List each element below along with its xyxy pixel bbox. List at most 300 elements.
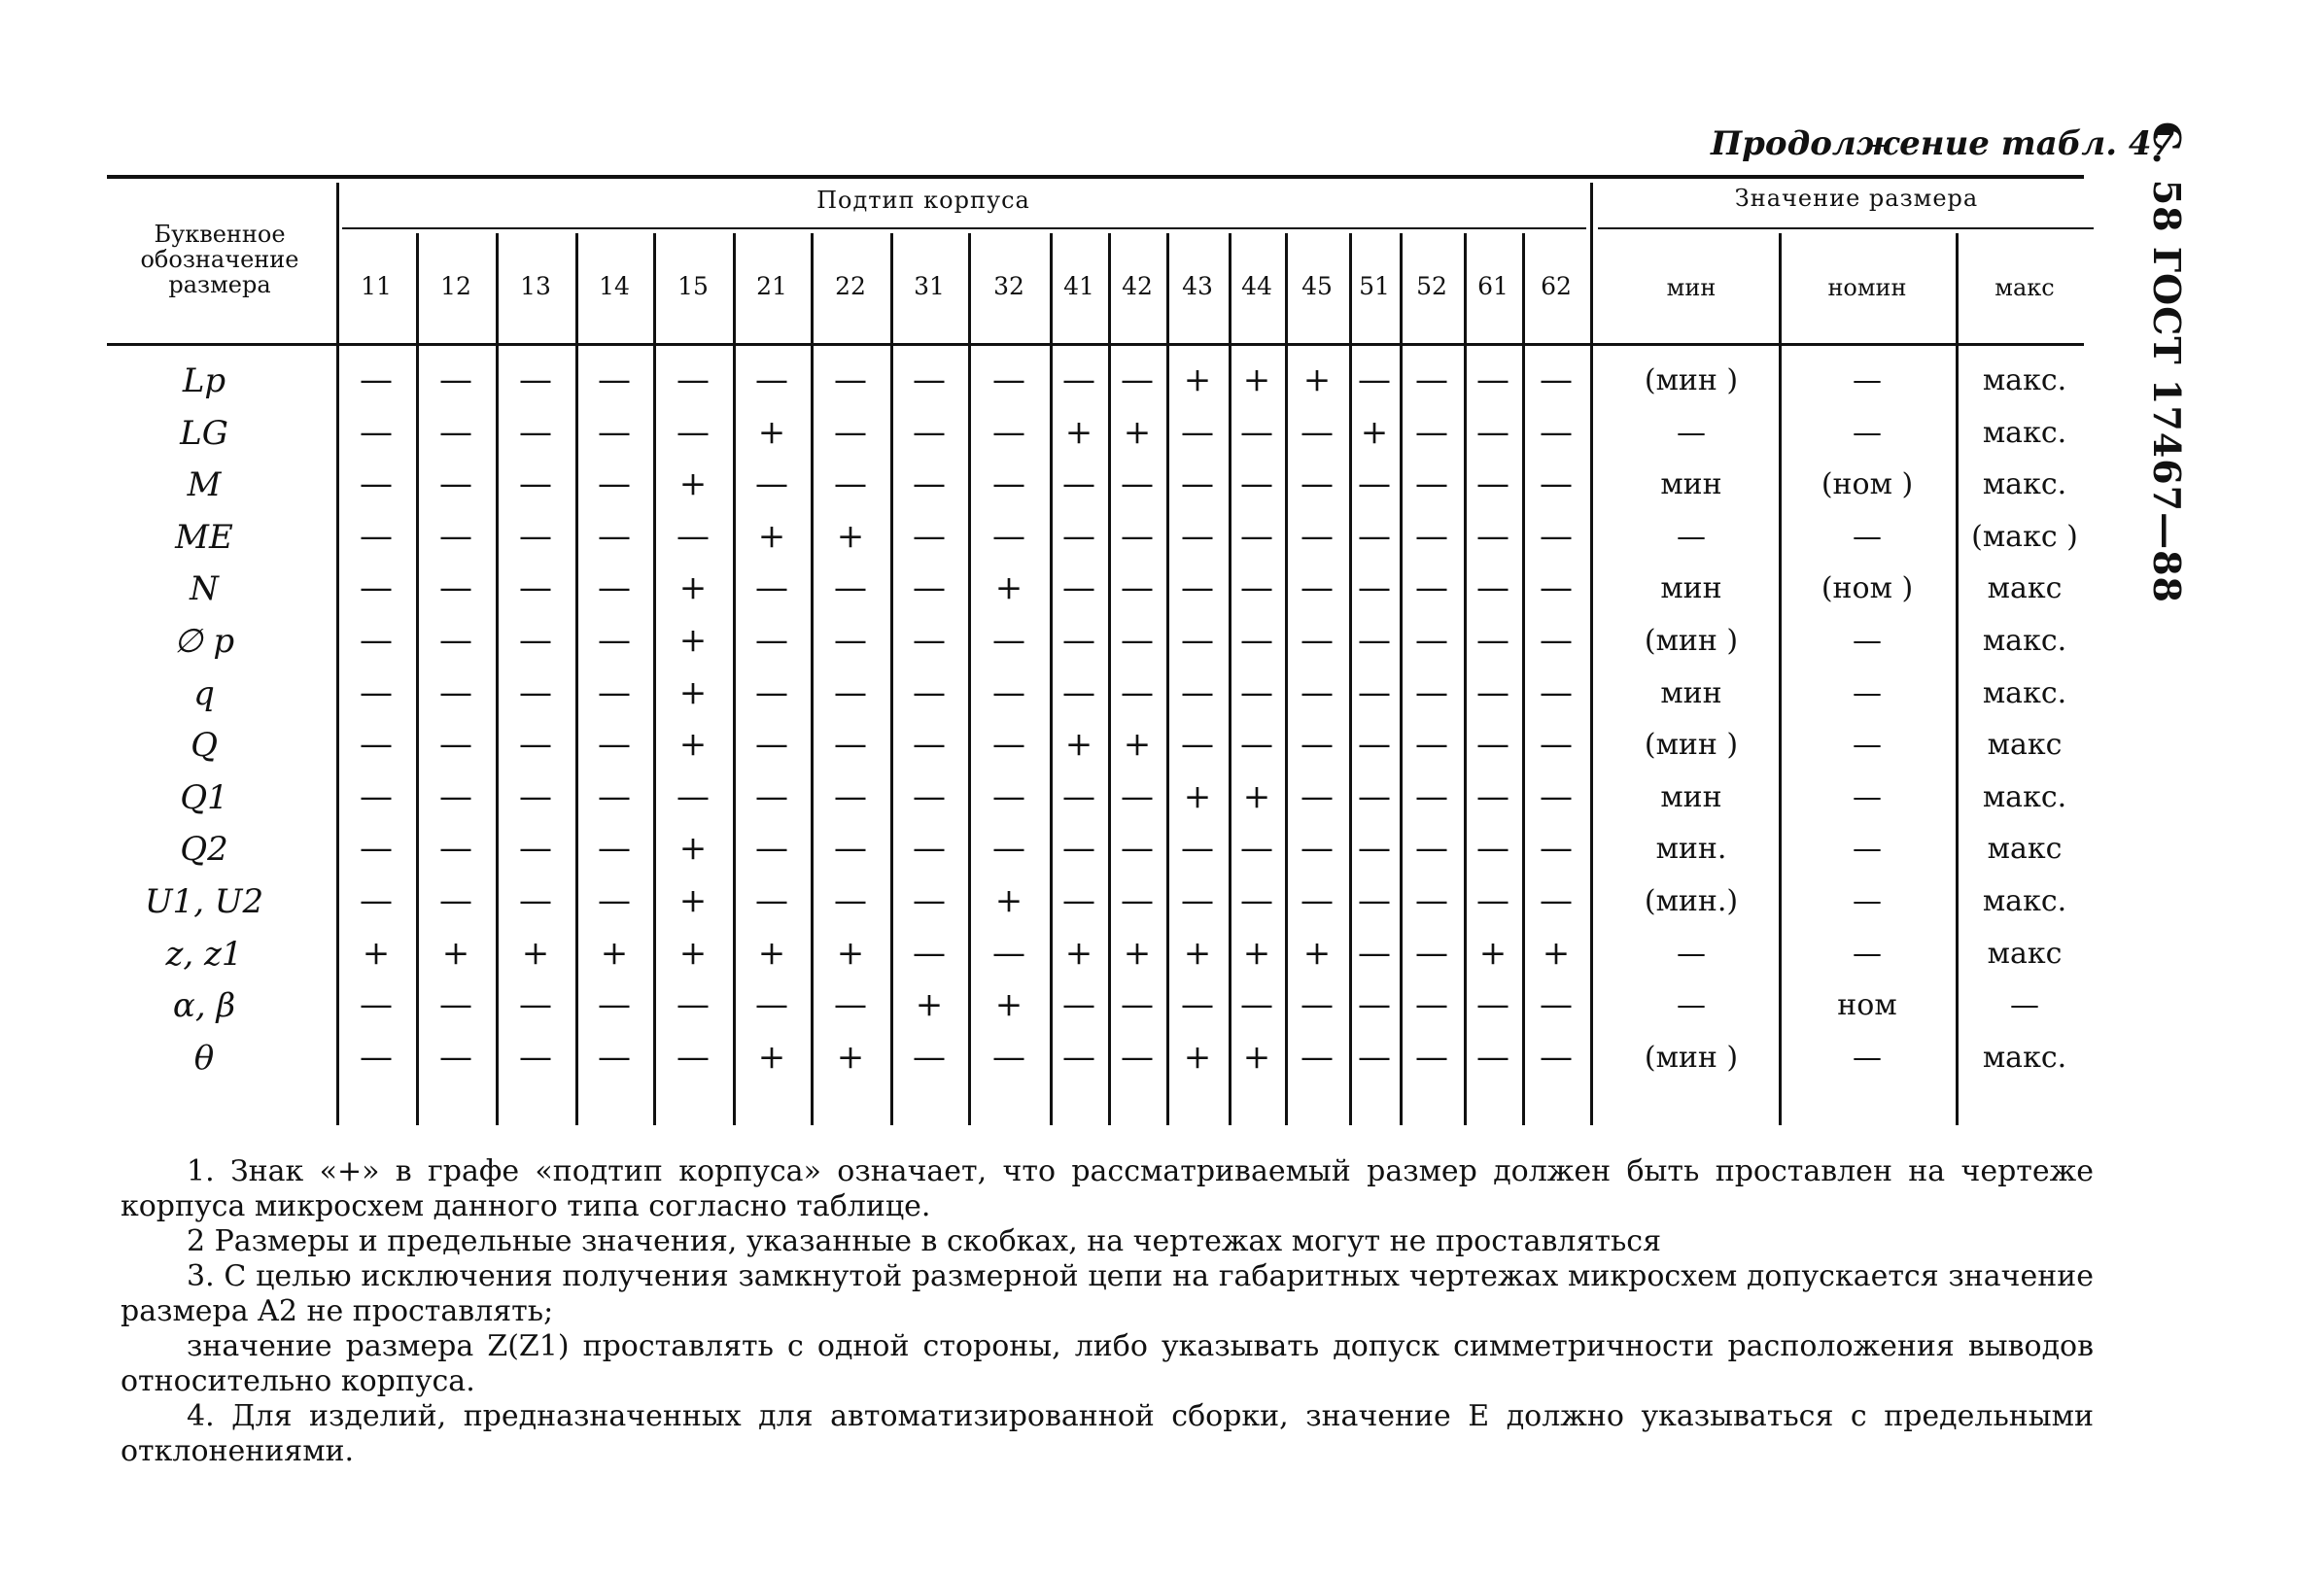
table-cell: + [678, 672, 708, 712]
table-cell: — [834, 725, 867, 765]
table-cell: — [1358, 933, 1391, 973]
table-cell: — [1062, 829, 1095, 869]
table-cell: — [1540, 464, 1573, 504]
table-cell: — [1540, 672, 1573, 712]
table-cell: — [992, 829, 1025, 869]
table-cell: — [834, 568, 867, 608]
subtype-column-header: 14 [599, 272, 630, 300]
table-cell: — [834, 776, 867, 816]
value-cell: макс. [1982, 675, 2067, 710]
table-cell: — [519, 672, 552, 712]
value-cell: мин [1660, 467, 1722, 502]
value-cell: — [1853, 936, 1882, 971]
table-cell: — [1476, 621, 1509, 660]
table-cell: + [1123, 725, 1152, 765]
table-cell: — [913, 829, 946, 869]
row-label: Q [191, 726, 218, 766]
table-cell: + [915, 985, 944, 1025]
table-cell: — [439, 725, 472, 765]
table-cell: — [755, 360, 788, 399]
table-cell: — [598, 412, 631, 452]
value-cell: ном [1837, 988, 1897, 1023]
table-notes [121, 1154, 2094, 1469]
value-cell: макс [1987, 728, 2063, 763]
table-cell: — [1121, 464, 1154, 504]
table-cell: — [1415, 829, 1448, 869]
table-cell: — [913, 776, 946, 816]
table-cell: — [519, 568, 552, 608]
table-cell: + [678, 933, 708, 973]
value-group-header: Значение размера [1734, 185, 1979, 212]
value-cell: макс [1987, 571, 2063, 606]
table-cell: — [1240, 829, 1273, 869]
table-cell: — [1062, 568, 1095, 608]
table-cell: + [1183, 1037, 1212, 1077]
value-group-rule [1598, 227, 2094, 229]
table-cell: — [913, 672, 946, 712]
group-divider-line [1590, 183, 1593, 1125]
table-cell: + [441, 933, 470, 973]
table-cell: — [1062, 776, 1095, 816]
table-cell: + [1064, 933, 1093, 973]
table-cell: + [1302, 933, 1332, 973]
value-cell: — [1853, 624, 1882, 658]
table-cell: — [676, 412, 710, 452]
subtype-column-header: 41 [1063, 272, 1094, 300]
table-cell: — [1476, 412, 1509, 452]
value-cell: — [1853, 675, 1882, 710]
table-cell: — [676, 776, 710, 816]
note-3-continued: значение размера Z(Z1) проставлять с одной стороны, либо указывать допуск симметричности расположения выводов относительно корпуса. [121, 1329, 2094, 1398]
table-cell: — [1062, 985, 1095, 1025]
value-cell: — [1677, 415, 1706, 450]
value-cell: — [1853, 728, 1882, 763]
table-cell: — [676, 516, 710, 556]
table-cell: — [1181, 725, 1214, 765]
table-cell: + [757, 412, 786, 452]
table-cell: + [836, 933, 865, 973]
value-cell: мин. [1655, 832, 1727, 867]
table-cell: — [913, 412, 946, 452]
subtype-column-header: 45 [1301, 272, 1333, 300]
table-cell: — [360, 829, 393, 869]
table-cell: — [1181, 621, 1214, 660]
table-cell: — [598, 985, 631, 1025]
table-cell: — [439, 360, 472, 399]
table-cell: — [755, 776, 788, 816]
value-cell: макс [1987, 832, 2063, 867]
table-cell: — [1540, 621, 1573, 660]
table-cell: — [913, 568, 946, 608]
value-cell: макс [1987, 936, 2063, 971]
table-cell: — [1121, 516, 1154, 556]
table-cell: — [439, 464, 472, 504]
table-cell: — [913, 1037, 946, 1077]
table-cell: + [836, 516, 865, 556]
table-cell: — [439, 776, 472, 816]
table-cell: — [1121, 881, 1154, 920]
table-cell: — [755, 725, 788, 765]
table-cell: — [598, 568, 631, 608]
row-label: ∅ p [173, 622, 235, 661]
subtype-column-header: 11 [361, 272, 392, 300]
value-cell: мин [1660, 571, 1722, 606]
table-cell: — [360, 881, 393, 920]
table-cell: — [992, 464, 1025, 504]
table-cell: — [913, 881, 946, 920]
table-cell: — [1358, 568, 1391, 608]
value-cell: (ном ) [1821, 571, 1914, 606]
table-cell: — [598, 621, 631, 660]
table-cell: + [1302, 360, 1332, 399]
table-cell: — [519, 1037, 552, 1077]
subtype-column-header: 44 [1241, 272, 1272, 300]
table-cell: — [1121, 360, 1154, 399]
table-cell: — [1476, 516, 1509, 556]
table-cell: — [1415, 464, 1448, 504]
table-cell: — [439, 516, 472, 556]
table-cell: — [1358, 829, 1391, 869]
table-cell: — [1476, 672, 1509, 712]
table-cell: — [1415, 985, 1448, 1025]
table-cell: — [1415, 412, 1448, 452]
table-cell: + [678, 829, 708, 869]
table-cell: — [913, 933, 946, 973]
table-cell: — [1540, 881, 1573, 920]
table-cell: — [1301, 672, 1334, 712]
table-cell: + [757, 1037, 786, 1077]
table-cell: + [994, 568, 1023, 608]
table-cell: — [1301, 412, 1334, 452]
table-cell: — [992, 412, 1025, 452]
value-cell: макс. [1982, 624, 2067, 658]
table-cell: — [439, 1037, 472, 1077]
value-cell: — [1853, 363, 1882, 397]
table-cell: — [1476, 985, 1509, 1025]
table-cell: — [834, 360, 867, 399]
table-cell: — [1062, 1037, 1095, 1077]
table-cell: + [1360, 412, 1389, 452]
table-cell: + [757, 933, 786, 973]
subtype-column-header: 21 [756, 272, 787, 300]
subtype-column-header: 22 [835, 272, 866, 300]
table-cell: + [1242, 933, 1271, 973]
side-label-text: С. 58 ГОСТ 17467—88 [2145, 121, 2189, 603]
table-cell: — [439, 672, 472, 712]
table-cell: — [1415, 672, 1448, 712]
table-cell: — [913, 360, 946, 399]
table-cell: — [834, 829, 867, 869]
value-cell: макс. [1982, 884, 2067, 918]
table-cell: — [1181, 672, 1214, 712]
table-cell: — [1415, 568, 1448, 608]
subtype-column-header: 12 [440, 272, 471, 300]
table-cell: — [1415, 621, 1448, 660]
table-cell: — [1121, 1037, 1154, 1077]
table-cell: — [439, 568, 472, 608]
table-cell: — [1062, 360, 1095, 399]
table-cell: — [1358, 985, 1391, 1025]
table-cell: — [439, 412, 472, 452]
table-cell: — [1358, 776, 1391, 816]
table-cell: — [1476, 881, 1509, 920]
table-cell: — [1358, 464, 1391, 504]
table-cell: — [519, 360, 552, 399]
header-bottom-rule [107, 343, 2084, 346]
table-cell: — [439, 985, 472, 1025]
table-cell: — [360, 412, 393, 452]
table-cell: — [1181, 412, 1214, 452]
note-3: 3. С целью исключения получения замкнутой размерной цепи на габаритных чертежах микросхем допускается значение размера A2 не проставлять; [121, 1259, 2094, 1328]
subtype-column-header: 13 [520, 272, 551, 300]
subtype-column-header: 15 [677, 272, 709, 300]
table-cell: — [1121, 829, 1154, 869]
table-cell: — [1540, 776, 1573, 816]
table-cell: + [521, 933, 550, 973]
row-label: Q2 [180, 830, 228, 870]
table-cell: — [1540, 516, 1573, 556]
table-cell: — [1301, 776, 1334, 816]
table-cell: — [1358, 621, 1391, 660]
table-cell: — [913, 725, 946, 765]
row-label: ME [175, 517, 233, 557]
table-cell: — [598, 881, 631, 920]
table-cell: + [678, 881, 708, 920]
table-cell: — [519, 725, 552, 765]
value-cell: (мин ) [1644, 728, 1739, 763]
table-cell: + [362, 933, 391, 973]
value-cell: (мин ) [1644, 1040, 1739, 1075]
table-cell: — [1540, 568, 1573, 608]
table-cell: — [1358, 516, 1391, 556]
table-cell: — [1358, 672, 1391, 712]
table-cell: — [598, 464, 631, 504]
value-cell: (мин ) [1644, 624, 1739, 658]
table-cell: — [1121, 568, 1154, 608]
table-cell: — [598, 672, 631, 712]
table-cell: + [994, 985, 1023, 1025]
subtype-column-header: 31 [914, 272, 945, 300]
table-cell: — [1476, 360, 1509, 399]
table-cell: — [1121, 672, 1154, 712]
table-cell: — [1062, 464, 1095, 504]
table-cell: + [1064, 412, 1093, 452]
table-cell: — [439, 829, 472, 869]
table-cell: — [992, 776, 1025, 816]
table-cell: — [834, 985, 867, 1025]
table-cell: — [755, 829, 788, 869]
subtype-column-header: 61 [1477, 272, 1509, 300]
table-cell: + [1123, 933, 1152, 973]
table-cell: + [836, 1037, 865, 1077]
table-cell: — [834, 881, 867, 920]
value-cell: — [1677, 988, 1706, 1023]
table-cell: — [1540, 360, 1573, 399]
table-cell: — [519, 829, 552, 869]
table-cell: — [676, 985, 710, 1025]
table-cell: — [1358, 360, 1391, 399]
table-cell: — [1240, 464, 1273, 504]
subtype-column-header: 52 [1416, 272, 1447, 300]
table-cell: — [1301, 621, 1334, 660]
table-cell: — [1181, 881, 1214, 920]
table-cell: — [519, 621, 552, 660]
value-cell: (мин ) [1644, 363, 1739, 397]
table-cell: — [1415, 1037, 1448, 1077]
table-cell: — [1062, 516, 1095, 556]
table-cell: + [678, 568, 708, 608]
table-cell: — [1301, 881, 1334, 920]
table-cell: — [598, 725, 631, 765]
table-cell: + [678, 621, 708, 660]
table-cell: — [913, 516, 946, 556]
table-cell: — [755, 621, 788, 660]
subtype-column-header: 42 [1122, 272, 1153, 300]
value-cell: макс. [1982, 779, 2067, 814]
table-cell: — [1358, 881, 1391, 920]
table-cell: — [1540, 1037, 1573, 1077]
table-cell: + [1183, 360, 1212, 399]
value-cell: (мин.) [1644, 884, 1739, 918]
table-cell: — [1415, 516, 1448, 556]
table-cell: — [519, 776, 552, 816]
value-cell: макс. [1982, 467, 2067, 502]
table-cell: — [755, 464, 788, 504]
table-cell: + [1542, 933, 1571, 973]
subtype-column-header: 32 [993, 272, 1024, 300]
table-cell: — [1358, 1037, 1391, 1077]
table-cell: — [1121, 985, 1154, 1025]
table-cell: — [1301, 985, 1334, 1025]
table-cell: — [992, 360, 1025, 399]
table-cell: — [992, 672, 1025, 712]
table-cell: — [1240, 568, 1273, 608]
table-cell: — [676, 360, 710, 399]
table-cell: — [439, 881, 472, 920]
value-cell: — [1677, 519, 1706, 554]
table-cell: — [992, 933, 1025, 973]
table-cell: — [1415, 360, 1448, 399]
table-cell: — [1415, 933, 1448, 973]
value-cell: — [1677, 936, 1706, 971]
subtype-group-rule [342, 227, 1586, 229]
row-label: N [190, 569, 219, 609]
table-cell: — [1358, 725, 1391, 765]
table-cell: — [1062, 881, 1095, 920]
table-cell: + [678, 725, 708, 765]
table-cell: — [992, 621, 1025, 660]
value-cell: — [1853, 832, 1882, 867]
value-cell: — [1853, 519, 1882, 554]
table-cell: — [519, 881, 552, 920]
table-cell: — [360, 621, 393, 660]
table-cell: — [1476, 776, 1509, 816]
table-cell: — [992, 516, 1025, 556]
table-cell: — [676, 1037, 710, 1077]
table-cell: — [1121, 621, 1154, 660]
row-label: θ [193, 1038, 215, 1078]
table-cell: — [360, 464, 393, 504]
value-cell: — [1853, 415, 1882, 450]
table-cell: + [994, 881, 1023, 920]
table-cell: — [1062, 621, 1095, 660]
value-cell: — [1853, 1040, 1882, 1075]
table-cell: — [755, 881, 788, 920]
row-label: z, z1 [165, 934, 243, 974]
continuation-header: Продолжение табл. 47 [1711, 124, 2175, 163]
table-cell: — [1540, 412, 1573, 452]
table-cell: — [519, 412, 552, 452]
table-cell: — [1540, 985, 1573, 1025]
table-cell: — [1240, 672, 1273, 712]
table-cell: + [1242, 360, 1271, 399]
value-cell: макс. [1982, 415, 2067, 450]
table-cell: — [1476, 829, 1509, 869]
side-page-label [2145, 121, 2189, 603]
table-cell: + [678, 464, 708, 504]
row-label: LG [180, 413, 228, 453]
table-cell: — [1540, 725, 1573, 765]
table-cell: — [1181, 829, 1214, 869]
table-cell: — [598, 776, 631, 816]
table-cell: — [360, 1037, 393, 1077]
note-4: 4. Для изделий, предназначенных для автоматизированной сборки, значение E должно указываться с предельными отклонениями. [121, 1399, 2094, 1468]
table-cell: + [600, 933, 629, 973]
table-cell: + [1183, 933, 1212, 973]
table-cell: — [755, 568, 788, 608]
table-cell: — [1476, 725, 1509, 765]
table-cell: — [360, 360, 393, 399]
table-cell: — [992, 725, 1025, 765]
table-cell: — [1415, 881, 1448, 920]
value-cell: макс. [1982, 1040, 2067, 1075]
table-cell: — [1415, 725, 1448, 765]
table-cell: — [913, 621, 946, 660]
table-cell: + [1064, 725, 1093, 765]
table-cell: + [757, 516, 786, 556]
table-cell: + [1242, 1037, 1271, 1077]
row-label: Lp [182, 361, 226, 400]
table-cell: — [1181, 985, 1214, 1025]
note-2: 2 Размеры и предельные значения, указанные в скобках, на чертежах могут не проставляться [187, 1224, 1662, 1258]
table-cell: — [1476, 464, 1509, 504]
table-cell: — [834, 621, 867, 660]
table-cell: — [1476, 568, 1509, 608]
table-cell: — [1240, 725, 1273, 765]
subtype-column-header: 43 [1182, 272, 1213, 300]
row-label: M [187, 465, 222, 505]
table-cell: — [439, 621, 472, 660]
table-cell: — [1062, 672, 1095, 712]
table-cell: — [1301, 725, 1334, 765]
note-1: 1. Знак «+» в графе «подтип корпуса» означает, что рассматриваемый размер должен быть проставлен на чертеже корпуса микросхем данного типа согласно таблице. [121, 1154, 2094, 1223]
row-label: Q1 [180, 777, 228, 817]
table-cell: — [834, 464, 867, 504]
table-cell: — [992, 1037, 1025, 1077]
table-cell: — [360, 516, 393, 556]
table-cell: — [1540, 829, 1573, 869]
table-cell: — [360, 568, 393, 608]
table-cell: — [598, 360, 631, 399]
table-cell: — [1181, 464, 1214, 504]
row-label: α, β [172, 986, 236, 1026]
subtype-column-header: 62 [1541, 272, 1572, 300]
table-cell: — [1240, 412, 1273, 452]
table-cell: + [1478, 933, 1508, 973]
value-column-header: номин [1827, 274, 1907, 301]
table-top-rule [107, 175, 2084, 179]
table-cell: — [519, 516, 552, 556]
